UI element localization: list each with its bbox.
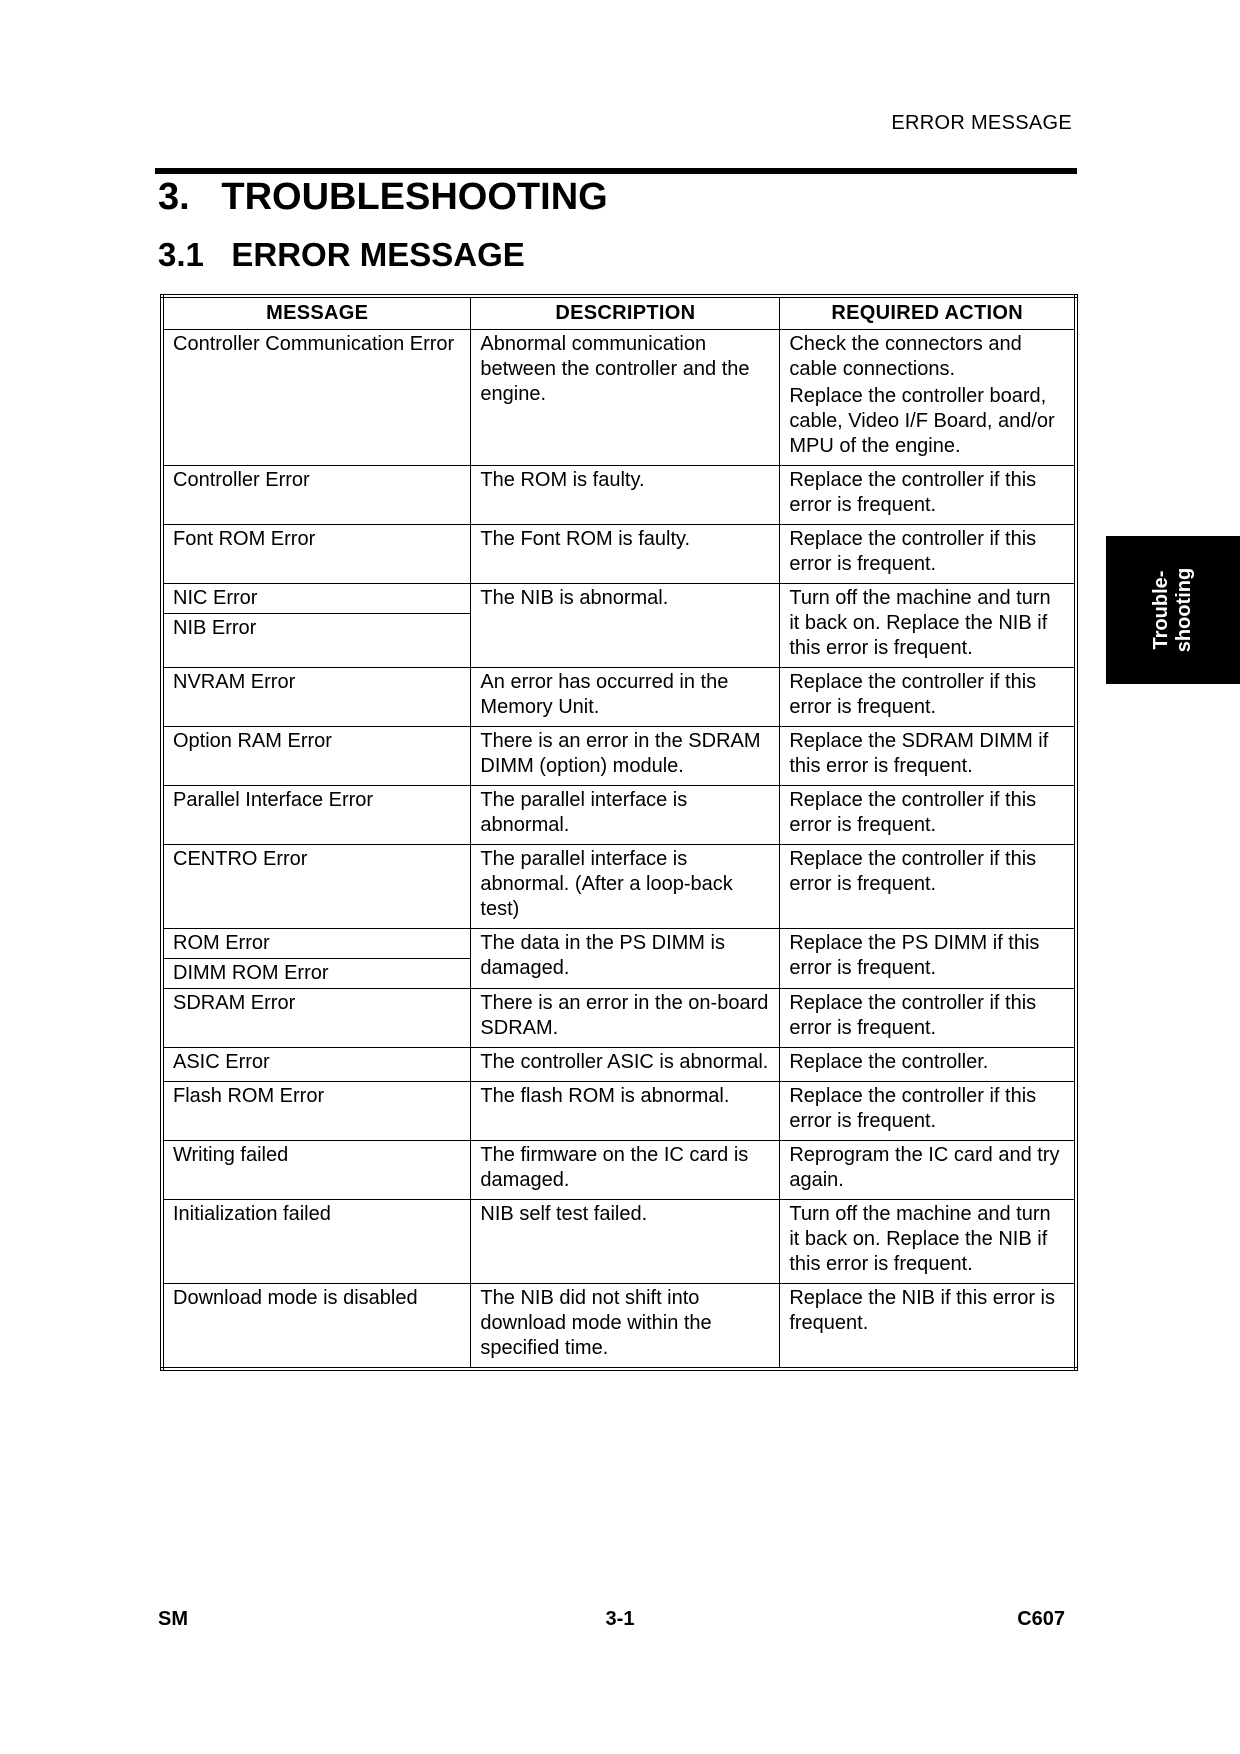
message-text: NIC Error <box>173 587 258 609</box>
message-cell: NVRAM Error <box>162 668 471 727</box>
header-rule <box>155 168 1077 174</box>
action-text: Replace the controller if this error is frequent. <box>789 469 1037 516</box>
header-required-action: REQUIRED ACTION <box>780 296 1076 330</box>
description-cell: The parallel interface is abnormal. (After a loop-back test) <box>471 845 780 929</box>
error-message-table <box>160 294 1078 1371</box>
message-cell: Font ROM Error <box>162 525 471 584</box>
footer-page-number: 3-1 <box>605 1608 635 1630</box>
table-row <box>162 1082 1076 1141</box>
action-text: Replace the controller if this error is frequent. <box>789 671 1037 718</box>
message-cell: ASIC Error <box>162 1048 471 1082</box>
action-text: Replace the SDRAM DIMM if this error is frequent. <box>789 730 1049 777</box>
table-row <box>162 929 1076 989</box>
required-action-cell <box>780 1284 1076 1370</box>
required-action-cell <box>780 1200 1076 1284</box>
action-text: Turn off the machine and turn it back on. Replace the NIB if this error is frequent. <box>789 1203 1051 1275</box>
description-cell: There is an error in the SDRAM DIMM (option) module. <box>471 727 780 786</box>
header-message: MESSAGE <box>162 296 471 330</box>
description-cell: The ROM is faulty. <box>471 466 780 525</box>
action-text: Replace the PS DIMM if this error is frequent. <box>789 932 1040 979</box>
required-action-cell <box>780 1141 1076 1200</box>
table-header-row <box>162 296 1076 330</box>
table-row <box>162 1200 1076 1284</box>
required-action-cell <box>780 1082 1076 1141</box>
required-action-cell <box>780 668 1076 727</box>
side-tab-line-2: shooting <box>1173 567 1195 653</box>
side-tab-line-1: Trouble- <box>1150 570 1172 650</box>
description-cell: NIB self test failed. <box>471 1200 780 1284</box>
table-row <box>162 1048 1076 1082</box>
message-cell <box>162 929 471 989</box>
table-row <box>162 466 1076 525</box>
description-cell: The NIB did not shift into download mode within the specified time. <box>471 1284 780 1370</box>
description-cell: The Font ROM is faulty. <box>471 525 780 584</box>
action-text: Replace the NIB if this error is frequent. <box>789 1287 1055 1334</box>
action-text: Replace the controller if this error is frequent. <box>789 1085 1037 1132</box>
footer-right: C607 <box>1017 1608 1065 1630</box>
side-tab[interactable] <box>1106 536 1240 684</box>
description-cell: The data in the PS DIMM is damaged. <box>471 929 780 989</box>
table-row <box>162 727 1076 786</box>
description-cell: There is an error in the on-board SDRAM. <box>471 989 780 1048</box>
action-text: Turn off the machine and turn it back on. Replace the NIB if this error is frequent. <box>789 587 1051 659</box>
table-row <box>162 989 1076 1048</box>
header-description: DESCRIPTION <box>471 296 780 330</box>
table-row <box>162 584 1076 668</box>
message-text: ROM Error <box>173 932 270 954</box>
message-cell: Initialization failed <box>162 1200 471 1284</box>
required-action-cell <box>780 584 1076 668</box>
action-text: Replace the controller board, cable, Video I/F Board, and/or MPU of the engine. <box>789 385 1055 457</box>
description-cell: The NIB is abnormal. <box>471 584 780 668</box>
required-action-cell <box>780 929 1076 989</box>
description-cell: The firmware on the IC card is damaged. <box>471 1141 780 1200</box>
table-body <box>162 330 1076 1370</box>
footer-left: SM <box>158 1608 188 1630</box>
message-cell: Writing failed <box>162 1141 471 1200</box>
table-row <box>162 1141 1076 1200</box>
action-text: Replace the controller if this error is frequent. <box>789 528 1037 575</box>
message-cell <box>162 584 471 668</box>
action-text: Replace the controller if this error is frequent. <box>789 789 1037 836</box>
description-cell: An error has occurred in the Memory Unit. <box>471 668 780 727</box>
description-cell: Abnormal communication between the controller and the engine. <box>471 330 780 466</box>
required-action-cell <box>780 525 1076 584</box>
action-text: Replace the controller. <box>789 1051 989 1073</box>
action-text: Check the connectors and cable connections. <box>789 333 1022 380</box>
error-table-container <box>160 294 1078 1371</box>
action-text: Replace the controller if this error is frequent. <box>789 992 1037 1039</box>
description-cell: The flash ROM is abnormal. <box>471 1082 780 1141</box>
table-row <box>162 668 1076 727</box>
required-action-cell <box>780 786 1076 845</box>
required-action-cell <box>780 845 1076 929</box>
description-cell: The parallel interface is abnormal. <box>471 786 780 845</box>
action-text: Reprogram the IC card and try again. <box>789 1144 1060 1191</box>
required-action-cell <box>780 330 1076 466</box>
message-text: NIB Error <box>164 613 470 643</box>
message-cell: Download mode is disabled <box>162 1284 471 1370</box>
section-title: 3.1 ERROR MESSAGE <box>158 236 525 273</box>
table-row <box>162 330 1076 466</box>
description-cell: The controller ASIC is abnormal. <box>471 1048 780 1082</box>
table-row <box>162 525 1076 584</box>
message-cell: CENTRO Error <box>162 845 471 929</box>
required-action-cell <box>780 1048 1076 1082</box>
message-cell: Controller Error <box>162 466 471 525</box>
table-row <box>162 1284 1076 1370</box>
action-text: Replace the controller if this error is frequent. <box>789 848 1037 895</box>
message-cell: Parallel Interface Error <box>162 786 471 845</box>
required-action-cell <box>780 989 1076 1048</box>
required-action-cell <box>780 727 1076 786</box>
running-header: ERROR MESSAGE <box>891 112 1072 134</box>
required-action-cell <box>780 466 1076 525</box>
message-cell: SDRAM Error <box>162 989 471 1048</box>
message-cell: Flash ROM Error <box>162 1082 471 1141</box>
table-row <box>162 786 1076 845</box>
message-cell: Option RAM Error <box>162 727 471 786</box>
message-text: DIMM ROM Error <box>164 958 470 988</box>
table-row <box>162 845 1076 929</box>
chapter-title: 3. TROUBLESHOOTING <box>158 176 608 218</box>
message-cell: Controller Communication Error <box>162 330 471 466</box>
side-tab-label <box>1150 568 1196 652</box>
